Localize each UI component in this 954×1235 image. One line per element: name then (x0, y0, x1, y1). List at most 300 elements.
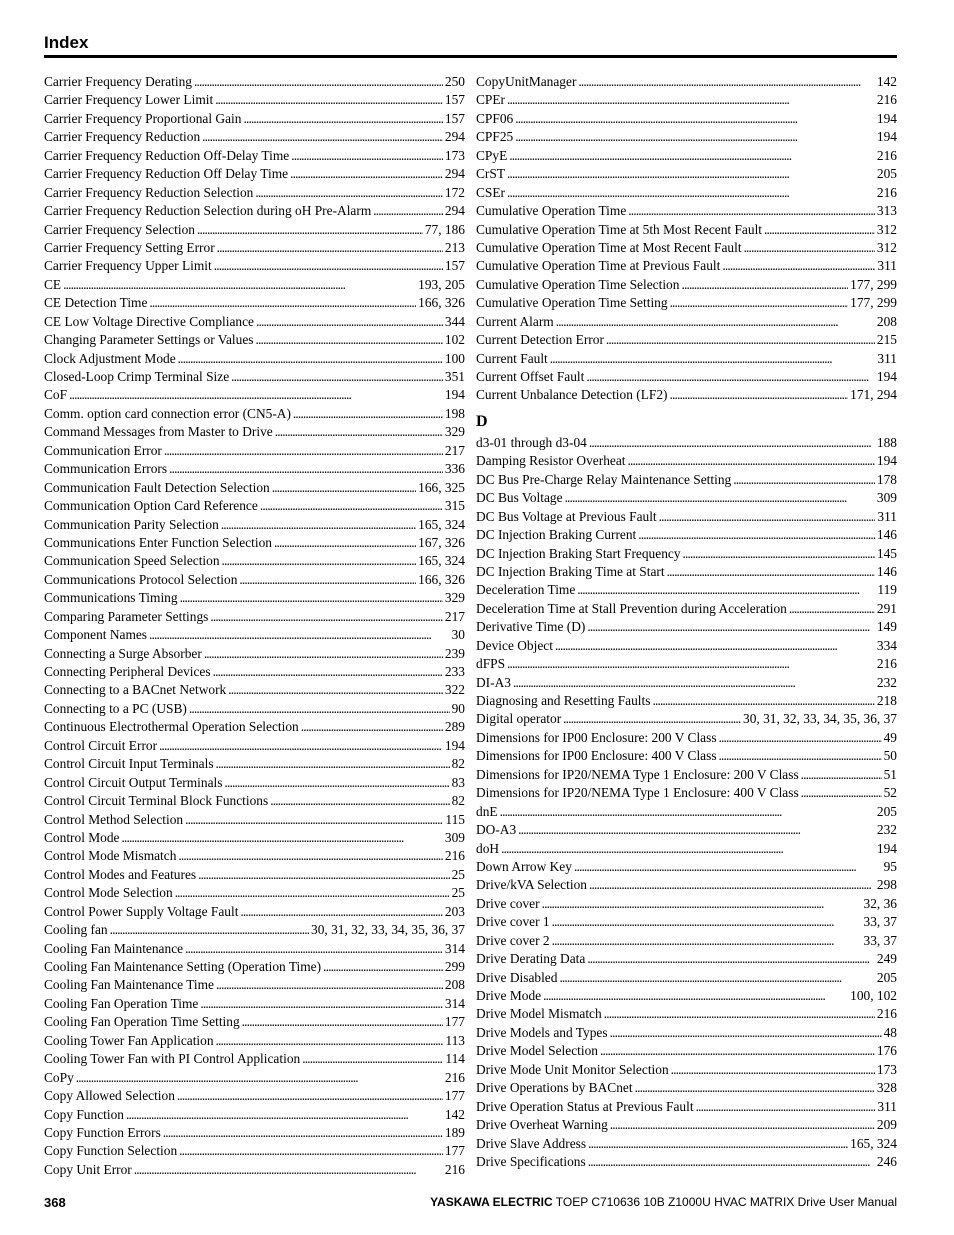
index-page-ref[interactable]: 100 (444, 350, 465, 366)
index-term: Connecting to a PC (USB) (44, 700, 187, 716)
index-term: Drive Model Mismatch (476, 1006, 602, 1022)
index-page-ref[interactable]: 294 (444, 129, 465, 145)
index-page-ref[interactable]: 322 (444, 682, 465, 698)
index-page-ref[interactable]: 216 (876, 147, 897, 163)
index-page-ref[interactable]: 215 (876, 332, 897, 348)
index-entry (476, 239, 897, 257)
index-column-left (44, 73, 465, 1179)
index-entry (476, 895, 897, 913)
index-term: Current Unbalance Detection (LF2) (476, 387, 668, 403)
dot-leader (180, 589, 443, 607)
index-entry (476, 1116, 897, 1134)
index-entry (476, 331, 897, 349)
index-term: DC Bus Pre-Charge Relay Maintenance Setting (476, 471, 732, 487)
index-page-ref[interactable]: 205 (876, 969, 897, 985)
index-entry (476, 452, 897, 470)
index-page-ref[interactable]: 294 (444, 166, 465, 182)
index-entry (44, 331, 465, 349)
index-page-ref[interactable]: 173 (444, 147, 465, 163)
index-page-ref[interactable]: 146 (876, 527, 897, 543)
index-term: Cumulative Operation Time (476, 203, 627, 219)
index-entry (476, 655, 897, 673)
index-page-ref[interactable]: 90 (451, 700, 465, 716)
index-page-ref[interactable]: 216 (876, 656, 897, 672)
index-entry (44, 940, 465, 958)
index-entry (476, 202, 897, 220)
index-page-ref[interactable]: 194 (876, 369, 897, 384)
header-rule (44, 55, 897, 58)
index-page-ref[interactable]: 314 (444, 995, 465, 1011)
index-term: dnE (476, 803, 498, 819)
index-entry (476, 674, 897, 692)
index-page-ref[interactable]: 217 (444, 608, 465, 624)
index-page-ref[interactable]: 142 (444, 1106, 465, 1122)
index-term: Drive Disabled (476, 969, 558, 985)
index-page-ref[interactable]: 49 (883, 729, 897, 745)
index-page-ref[interactable]: 246 (876, 1153, 897, 1169)
index-page-ref[interactable]: 100, 102 (850, 988, 897, 1003)
index-term: Closed-Loop Crimp Terminal Size (44, 369, 230, 384)
index-page-ref[interactable]: 25 (451, 866, 465, 882)
index-entry (44, 847, 465, 865)
dot-leader (719, 747, 882, 765)
index-entry (44, 442, 465, 460)
index-term: Communication Fault Detection Selection (44, 479, 270, 495)
index-entry (44, 645, 465, 663)
index-entry (476, 637, 897, 655)
index-page-ref[interactable]: 77, 186 (424, 221, 465, 237)
dot-leader (243, 110, 442, 128)
index-page-ref[interactable]: 299 (444, 959, 465, 974)
index-page-ref[interactable]: 194 (876, 110, 897, 126)
index-page-ref[interactable]: 166, 326 (418, 571, 465, 587)
index-page-ref[interactable]: 194 (876, 129, 897, 145)
index-page-ref[interactable]: 208 (444, 977, 465, 993)
index-page-ref[interactable]: 216 (876, 184, 897, 200)
index-page-ref[interactable]: 314 (444, 940, 465, 956)
index-page-ref[interactable]: 216 (876, 1006, 897, 1022)
index-entry (44, 1069, 465, 1087)
index-page-ref[interactable]: 205 (876, 166, 897, 182)
dot-leader (217, 239, 443, 257)
index-page-ref[interactable]: 115 (445, 811, 465, 827)
index-page-ref[interactable]: 205 (876, 803, 897, 819)
index-page-ref[interactable]: 232 (876, 822, 897, 838)
dot-leader (270, 792, 449, 810)
footer-manual-info (430, 1195, 897, 1209)
index-term: Comm. option card connection error (CN5-A) (44, 405, 291, 421)
index-term: CoF (44, 387, 68, 403)
index-page-ref[interactable]: 194 (876, 840, 897, 856)
index-page-ref[interactable]: 209 (876, 1117, 897, 1133)
dot-leader (185, 940, 443, 958)
index-term: Copy Function Selection (44, 1143, 178, 1159)
index-page-ref[interactable]: 311 (877, 1098, 897, 1114)
index-page-ref[interactable]: 83 (451, 774, 465, 790)
index-term: Copy Allowed Selection (44, 1088, 175, 1104)
index-term: Comparing Parameter Settings (44, 608, 209, 624)
index-page-ref[interactable]: 313 (876, 203, 897, 219)
index-page-ref[interactable]: 50 (883, 748, 897, 764)
index-term: CPF06 (476, 110, 514, 126)
index-term: Control Circuit Input Terminals (44, 756, 214, 772)
dot-leader (159, 737, 443, 755)
index-page-ref[interactable]: 291 (876, 600, 897, 616)
index-page-ref[interactable]: 165, 324 (418, 516, 465, 532)
index-page-ref[interactable]: 30 (451, 627, 465, 643)
index-entry (44, 479, 465, 497)
index-page-ref[interactable]: 312 (876, 221, 897, 237)
dot-leader (670, 386, 849, 404)
index-page-ref[interactable]: 194 (444, 737, 465, 753)
index-term: Communication Speed Selection (44, 553, 220, 569)
index-page-ref[interactable]: 157 (444, 110, 465, 126)
index-term: Carrier Frequency Reduction Selection (44, 184, 254, 200)
index-term: Cooling Tower Fan with PI Control Application (44, 1051, 301, 1067)
index-entry (44, 1106, 465, 1124)
dot-leader (587, 950, 875, 968)
index-page-ref[interactable]: 298 (876, 877, 897, 893)
index-entry (44, 774, 465, 792)
index-term: CE Detection Time (44, 295, 148, 311)
index-page-ref[interactable]: 177 (444, 1143, 465, 1159)
index-entry (44, 792, 465, 810)
index-page-ref[interactable]: 157 (444, 258, 465, 274)
dot-leader (501, 840, 875, 858)
dot-leader (628, 202, 875, 220)
index-term: Drive cover 2 (476, 932, 550, 948)
index-page-ref[interactable]: 173 (876, 1061, 897, 1077)
index-page-ref[interactable]: 113 (445, 1032, 465, 1048)
index-page-ref[interactable]: 309 (876, 490, 897, 506)
dot-leader (671, 1061, 875, 1079)
index-page-ref[interactable]: 171, 294 (850, 387, 897, 403)
footer-manual-title: TOEP C710636 10B Z1000U HVAC MATRIX Drive User Manual (555, 1195, 897, 1209)
index-page-ref[interactable]: 114 (445, 1051, 465, 1067)
index-entry (476, 950, 897, 968)
index-term: Cooling fan (44, 922, 108, 938)
dot-leader (507, 655, 875, 673)
index-page-ref[interactable]: 33, 37 (863, 932, 897, 948)
index-page-ref[interactable]: 208 (876, 313, 897, 329)
dot-leader (221, 516, 416, 534)
index-entry (476, 91, 897, 109)
index-term: Control Mode Mismatch (44, 848, 177, 864)
index-term: Derivative Time (D) (476, 619, 586, 635)
dot-leader (555, 637, 875, 655)
dot-leader (507, 91, 875, 109)
index-page-ref[interactable]: 25 (451, 885, 465, 901)
dot-leader (222, 552, 417, 570)
index-page-ref[interactable]: 82 (451, 756, 465, 772)
index-term: Connecting Peripheral Devices (44, 664, 211, 679)
dot-leader (744, 239, 875, 257)
index-page-ref[interactable]: 157 (444, 92, 465, 108)
footer-brand: YASKAWA ELECTRIC (430, 1195, 553, 1209)
index-term: Dimensions for IP00 Enclosure: 200 V Class (476, 729, 717, 745)
index-page-ref[interactable]: 166, 325 (418, 479, 465, 495)
index-entry (476, 350, 897, 368)
index-entry (476, 276, 897, 294)
index-entry (44, 221, 465, 239)
dot-leader (556, 313, 875, 331)
index-entry (44, 460, 465, 478)
index-page-ref[interactable]: 311 (877, 508, 897, 524)
index-page-ref[interactable]: 294 (444, 203, 465, 219)
dot-leader (122, 829, 443, 847)
index-entry (476, 489, 897, 507)
dot-leader (204, 645, 443, 663)
dot-leader (177, 1087, 443, 1105)
index-term: Dimensions for IP20/NEMA Type 1 Enclosure: 400 V Class (476, 785, 799, 801)
index-page-ref[interactable]: 329 (444, 590, 465, 606)
dot-leader (179, 1142, 443, 1160)
index-page-ref[interactable]: 33, 37 (863, 914, 897, 930)
index-page-ref[interactable]: 216 (444, 848, 465, 864)
index-entry (476, 987, 897, 1005)
dot-leader (588, 1153, 875, 1171)
dot-leader (667, 563, 875, 581)
dot-leader (194, 73, 443, 91)
dot-leader (202, 128, 443, 146)
index-term: Communication Error (44, 442, 162, 458)
dot-leader (635, 1079, 875, 1097)
dot-leader (628, 452, 875, 470)
index-page-ref[interactable]: 216 (444, 1069, 465, 1085)
dot-leader (323, 958, 443, 976)
index-page-ref[interactable]: 119 (877, 582, 897, 598)
index-page-ref[interactable]: 166, 326 (418, 295, 465, 311)
dot-leader (256, 313, 443, 331)
dot-leader (515, 110, 875, 128)
index-page-ref[interactable]: 30, 31, 32, 33, 34, 35, 36, 37 (743, 711, 897, 727)
index-page-ref[interactable]: 189 (444, 1124, 465, 1140)
index-page-ref[interactable]: 52 (883, 785, 897, 801)
dot-leader (719, 729, 882, 747)
index-entry (476, 221, 897, 239)
dot-leader (197, 221, 423, 239)
index-entry (44, 1032, 465, 1050)
index-term: Current Alarm (476, 313, 554, 329)
index-entry (44, 497, 465, 515)
dot-leader (76, 1069, 443, 1087)
index-term: Cooling Fan Operation Time Setting (44, 1014, 240, 1030)
index-term: Carrier Frequency Reduction Selection during oH Pre-Alarm (44, 203, 372, 219)
index-page-ref[interactable]: 95 (883, 858, 897, 874)
index-page-ref[interactable]: 328 (876, 1080, 897, 1096)
index-entry (476, 128, 897, 146)
index-page-ref[interactable]: 149 (876, 619, 897, 635)
dot-leader (589, 876, 875, 894)
index-term: Carrier Frequency Selection (44, 221, 195, 237)
index-term: Drive Model Selection (476, 1043, 598, 1059)
index-page-ref[interactable]: 344 (444, 313, 465, 329)
dot-leader (275, 423, 443, 441)
dot-leader (659, 508, 876, 526)
index-entry (44, 700, 465, 718)
index-page-ref[interactable]: 309 (444, 829, 465, 845)
index-entry (44, 976, 465, 994)
index-entry (44, 1050, 465, 1068)
index-term: Control Method Selection (44, 811, 184, 827)
dot-leader (578, 73, 874, 91)
index-term: CE Low Voltage Directive Compliance (44, 313, 254, 329)
index-page-ref[interactable]: 177, 299 (850, 295, 897, 311)
index-term: Deceleration Time (476, 582, 576, 598)
index-term: CPyE (476, 147, 508, 163)
index-term: Cooling Tower Fan Application (44, 1032, 214, 1048)
index-page-ref[interactable]: 51 (883, 766, 897, 782)
index-entry (44, 626, 465, 644)
index-page-ref[interactable]: 32, 36 (863, 895, 897, 911)
index-page-ref[interactable]: 250 (444, 74, 465, 89)
index-entry (476, 766, 897, 784)
index-entry (44, 1013, 465, 1031)
dot-leader (550, 350, 876, 368)
index-page-ref[interactable]: 217 (444, 442, 465, 458)
index-term: Copy Unit Error (44, 1161, 132, 1177)
index-term: Dimensions for IP00 Enclosure: 400 V Class (476, 748, 717, 764)
index-term: Current Fault (476, 350, 548, 366)
index-entry (44, 239, 465, 257)
dot-leader (559, 969, 874, 987)
index-page-ref[interactable]: 167, 326 (418, 534, 465, 550)
index-term: Copy Function Errors (44, 1124, 161, 1140)
index-entry (476, 1024, 897, 1042)
index-page-ref[interactable]: 177 (444, 1014, 465, 1030)
dot-leader (610, 1116, 875, 1134)
index-page-ref[interactable]: 203 (444, 903, 465, 919)
index-page-ref[interactable]: 165, 324 (418, 553, 465, 569)
index-entry (44, 718, 465, 736)
index-page-ref[interactable]: 172 (444, 184, 465, 200)
index-entry (476, 110, 897, 128)
dot-leader (302, 1050, 443, 1068)
dot-leader (260, 497, 443, 515)
index-entry (476, 147, 897, 165)
index-page-ref[interactable]: 177 (444, 1088, 465, 1104)
dot-leader (200, 995, 443, 1013)
index-page-ref[interactable]: 146 (876, 563, 897, 579)
index-page-ref[interactable]: 177, 299 (850, 276, 897, 292)
index-page-ref[interactable]: 176 (876, 1043, 897, 1059)
dot-leader (175, 884, 450, 902)
dot-leader (589, 434, 875, 452)
index-term: Continuous Electrothermal Operation Selection (44, 719, 299, 735)
index-term: Drive Overheat Warning (476, 1117, 608, 1133)
index-page-ref[interactable]: 216 (444, 1161, 465, 1177)
index-term: Cumulative Operation Time Setting (476, 295, 668, 311)
index-entry (44, 165, 465, 183)
index-page-ref[interactable]: 188 (876, 434, 897, 450)
dot-leader (652, 692, 874, 710)
index-term: DC Bus Voltage at Previous Fault (476, 508, 657, 524)
index-entry (44, 1124, 465, 1142)
dot-leader (224, 774, 449, 792)
dot-leader (518, 821, 875, 839)
index-entry (44, 184, 465, 202)
index-entry (44, 755, 465, 773)
index-entry (476, 563, 897, 581)
index-term: Carrier Frequency Setting Error (44, 239, 215, 255)
index-entry (476, 313, 897, 331)
index-entry (476, 876, 897, 894)
index-page-ref[interactable]: 216 (876, 92, 897, 108)
index-term: Down Arrow Key (476, 858, 572, 874)
index-term: CSEr (476, 184, 506, 200)
dot-leader (507, 184, 875, 202)
index-page-ref[interactable]: 142 (876, 74, 897, 89)
index-page-ref[interactable]: 30, 31, 32, 33, 34, 35, 36, 37 (311, 922, 465, 938)
index-page-ref[interactable]: 311 (877, 258, 897, 274)
dot-leader (126, 1106, 443, 1124)
index-page-ref[interactable]: 218 (876, 693, 897, 708)
index-page-ref[interactable]: 334 (876, 637, 897, 653)
index-entry (476, 434, 897, 452)
index-page-ref[interactable]: 145 (876, 545, 897, 561)
dot-leader (574, 858, 882, 876)
index-page-ref[interactable]: 351 (444, 369, 465, 384)
index-page-ref[interactable]: 329 (444, 424, 465, 440)
index-page-ref[interactable]: 315 (444, 498, 465, 514)
dot-leader (789, 600, 875, 618)
dot-leader (563, 710, 741, 728)
dot-leader (373, 202, 443, 220)
index-page-ref[interactable]: 213 (444, 239, 465, 255)
index-term: Clock Adjustment Mode (44, 350, 176, 366)
index-page-ref[interactable]: 336 (444, 461, 465, 477)
index-page-ref[interactable]: 249 (876, 951, 897, 967)
index-entry (476, 840, 897, 858)
index-term: Carrier Frequency Reduction (44, 129, 201, 145)
index-entry (44, 350, 465, 368)
index-term: Drive Derating Data (476, 951, 586, 967)
index-page-ref[interactable]: 233 (444, 664, 465, 679)
index-term: Deceleration Time at Stall Prevention during Acceleration (476, 600, 787, 616)
index-page-ref[interactable]: 48 (883, 1024, 897, 1040)
index-term: Control Circuit Output Terminals (44, 774, 223, 790)
index-entry (476, 1005, 897, 1023)
index-page-ref[interactable]: 312 (876, 239, 897, 255)
dot-leader (543, 987, 848, 1005)
index-entry (44, 405, 465, 423)
index-page-ref[interactable]: 193, 205 (418, 276, 465, 292)
index-page-ref[interactable]: 165, 324 (850, 1135, 897, 1151)
index-entry (44, 73, 465, 91)
index-page-ref[interactable]: 194 (444, 387, 465, 403)
index-page-ref[interactable]: 239 (444, 645, 465, 661)
index-page-ref[interactable]: 194 (876, 453, 897, 469)
index-entry (44, 1161, 465, 1179)
index-entry (44, 608, 465, 626)
dot-leader (231, 368, 443, 386)
index-page-ref[interactable]: 311 (877, 350, 897, 366)
index-page-ref[interactable]: 102 (444, 332, 465, 348)
index-page-ref[interactable]: 232 (876, 674, 897, 690)
index-page-ref[interactable]: 82 (451, 793, 465, 809)
index-page-ref[interactable]: 289 (444, 719, 465, 735)
index-entry (44, 571, 465, 589)
dot-leader (214, 257, 443, 275)
index-page-ref[interactable]: 178 (876, 471, 897, 487)
index-entry (44, 921, 465, 939)
dot-leader (216, 755, 450, 773)
index-page-ref[interactable]: 198 (444, 405, 465, 421)
index-entry (476, 471, 897, 489)
dot-leader (185, 811, 443, 829)
dot-leader (242, 1013, 443, 1031)
index-entry (44, 589, 465, 607)
